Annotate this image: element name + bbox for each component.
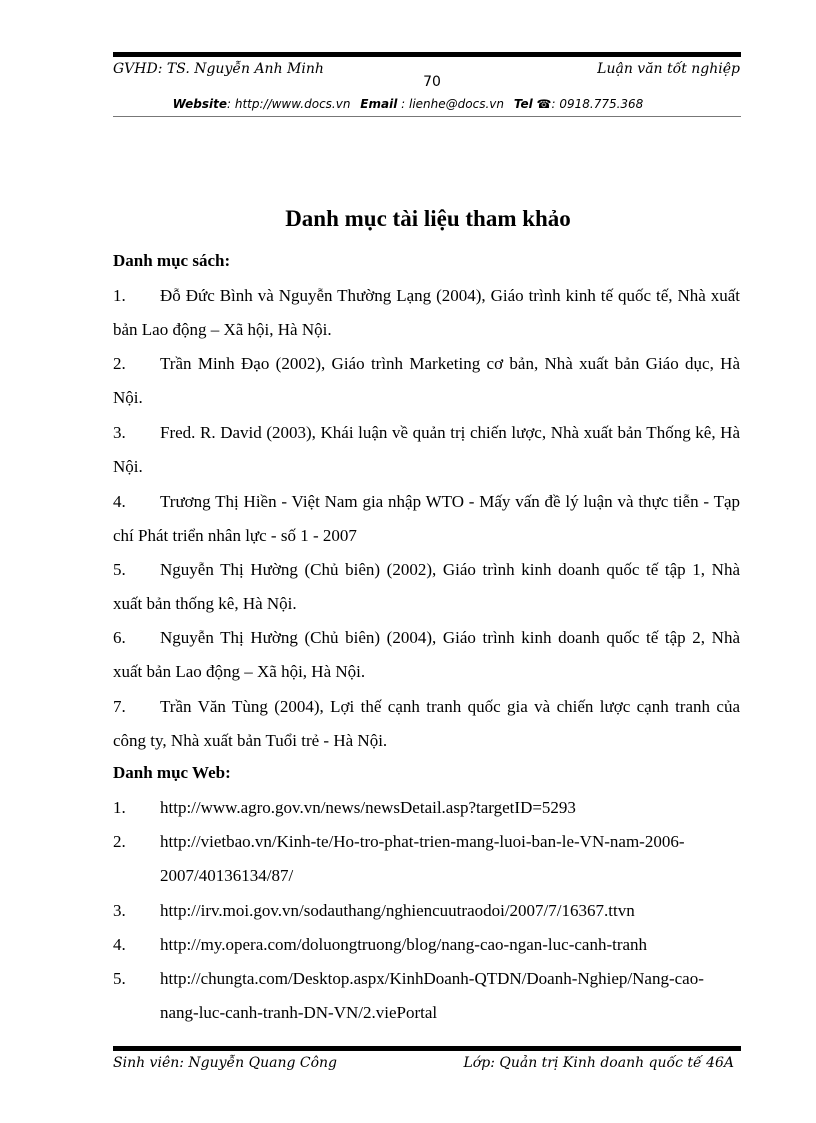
reference-text: Fred. R. David (2003), Khái luận về quản trị chiến lược, Nhà xuất bản Thống kê, Hà Nội. (113, 423, 740, 476)
reference-item (113, 962, 740, 1030)
page-number: 70 (423, 74, 441, 90)
website: : http://www.docs.vn (227, 97, 351, 111)
email-label: Email (360, 97, 398, 111)
reference-item (113, 553, 740, 621)
reference-number: 6. (113, 628, 126, 647)
reference-number: 7. (113, 697, 126, 716)
page-title: Danh mục tài liệu tham khảo (285, 206, 571, 231)
reference-number: 1. (113, 798, 126, 817)
books-heading: Danh mục sách: (113, 251, 231, 270)
reference-item (113, 416, 740, 484)
reference-number: 2. (113, 832, 126, 851)
reference-item (113, 894, 740, 928)
header-rule (113, 52, 741, 57)
reference-text: http://irv.moi.gov.vn/sodauthang/nghiencuutraodoi/2007/7/16367.ttvn (160, 901, 635, 920)
reference-number: 2. (113, 354, 126, 373)
reference-item (113, 825, 740, 893)
header-thesis-type: Luận văn tốt nghiệp (597, 61, 740, 77)
web-heading: Danh mục Web: (113, 763, 231, 782)
reference-text: Nguyễn Thị Hường (Chủ biên) (2004), Giáo trình kinh doanh quốc tế tập 2, Nhà xuất bản Lao động – Xã hội, Hà Nội. (113, 628, 740, 681)
reference-item (113, 279, 740, 347)
phone-icon: ☎ (536, 97, 552, 111)
reference-text: Trần Văn Tùng (2004), Lợi thế cạnh tranh quốc gia và chiến lược cạnh tranh của công ty, Nhà xuất bản Tuổi trẻ - Hà Nội. (113, 697, 740, 750)
reference-number: 4. (113, 935, 126, 954)
reference-text: http://vietbao.vn/Kinh-te/Ho-tro-phat-trien-mang-luoi-ban-le-VN-nam-2006-2007/40136134/87/ (160, 832, 685, 885)
header-divider (113, 116, 741, 117)
reference-item (113, 621, 740, 689)
reference-item (113, 791, 740, 825)
tel-label: Tel (513, 97, 533, 111)
reference-text: Trần Minh Đạo (2002), Giáo trình Marketing cơ bản, Nhà xuất bản Giáo dục, Hà Nội. (113, 354, 740, 407)
reference-number: 1. (113, 286, 126, 305)
reference-text: http://www.agro.gov.vn/news/newsDetail.asp?targetID=5293 (160, 798, 576, 817)
header-supervisor: GVHD: TS. Nguyễn Anh Minh (113, 61, 324, 77)
reference-item (113, 928, 740, 962)
reference-text: http://chungta.com/Desktop.aspx/KinhDoanh-QTDN/Doanh-Nghiep/Nang-cao-nang-luc-canh-tranh-DN-VN/2.viePortal (160, 969, 704, 1022)
reference-number: 5. (113, 969, 126, 988)
reference-number: 5. (113, 560, 126, 579)
reference-text: Đỗ Đức Bình và Nguyễn Thường Lạng (2004), Giáo trình kinh tế quốc tế, Nhà xuất bản Lao động – Xã hội, Hà Nội. (113, 286, 740, 339)
reference-text: Nguyễn Thị Hường (Chủ biên) (2002), Giáo trình kinh doanh quốc tế tập 1, Nhà xuất bản thống kê, Hà Nội. (113, 560, 740, 613)
reference-text: Trương Thị Hiền - Việt Nam gia nhập WTO - Mấy vấn đề lý luận và thực tiễn - Tạp chí Phát triển nhân lực - số 1 - 2007 (113, 492, 740, 545)
tel: : 0918.775.368 (551, 97, 644, 111)
reference-number: 3. (113, 901, 126, 920)
reference-item (113, 690, 740, 758)
email: : lienhe@docs.vn (401, 97, 504, 111)
reference-item (113, 347, 740, 415)
reference-number: 4. (113, 492, 126, 511)
reference-number: 3. (113, 423, 126, 442)
reference-item (113, 485, 740, 553)
contact-line (0, 97, 816, 111)
footer-class: Lớp: Quản trị Kinh doanh quốc tế 46A (463, 1055, 734, 1071)
footer-rule (113, 1046, 741, 1051)
footer-student: Sinh viên: Nguyễn Quang Công (113, 1055, 338, 1071)
reference-text: http://my.opera.com/doluongtruong/blog/nang-cao-ngan-luc-canh-tranh (160, 935, 648, 954)
website-label: Website (172, 97, 227, 111)
